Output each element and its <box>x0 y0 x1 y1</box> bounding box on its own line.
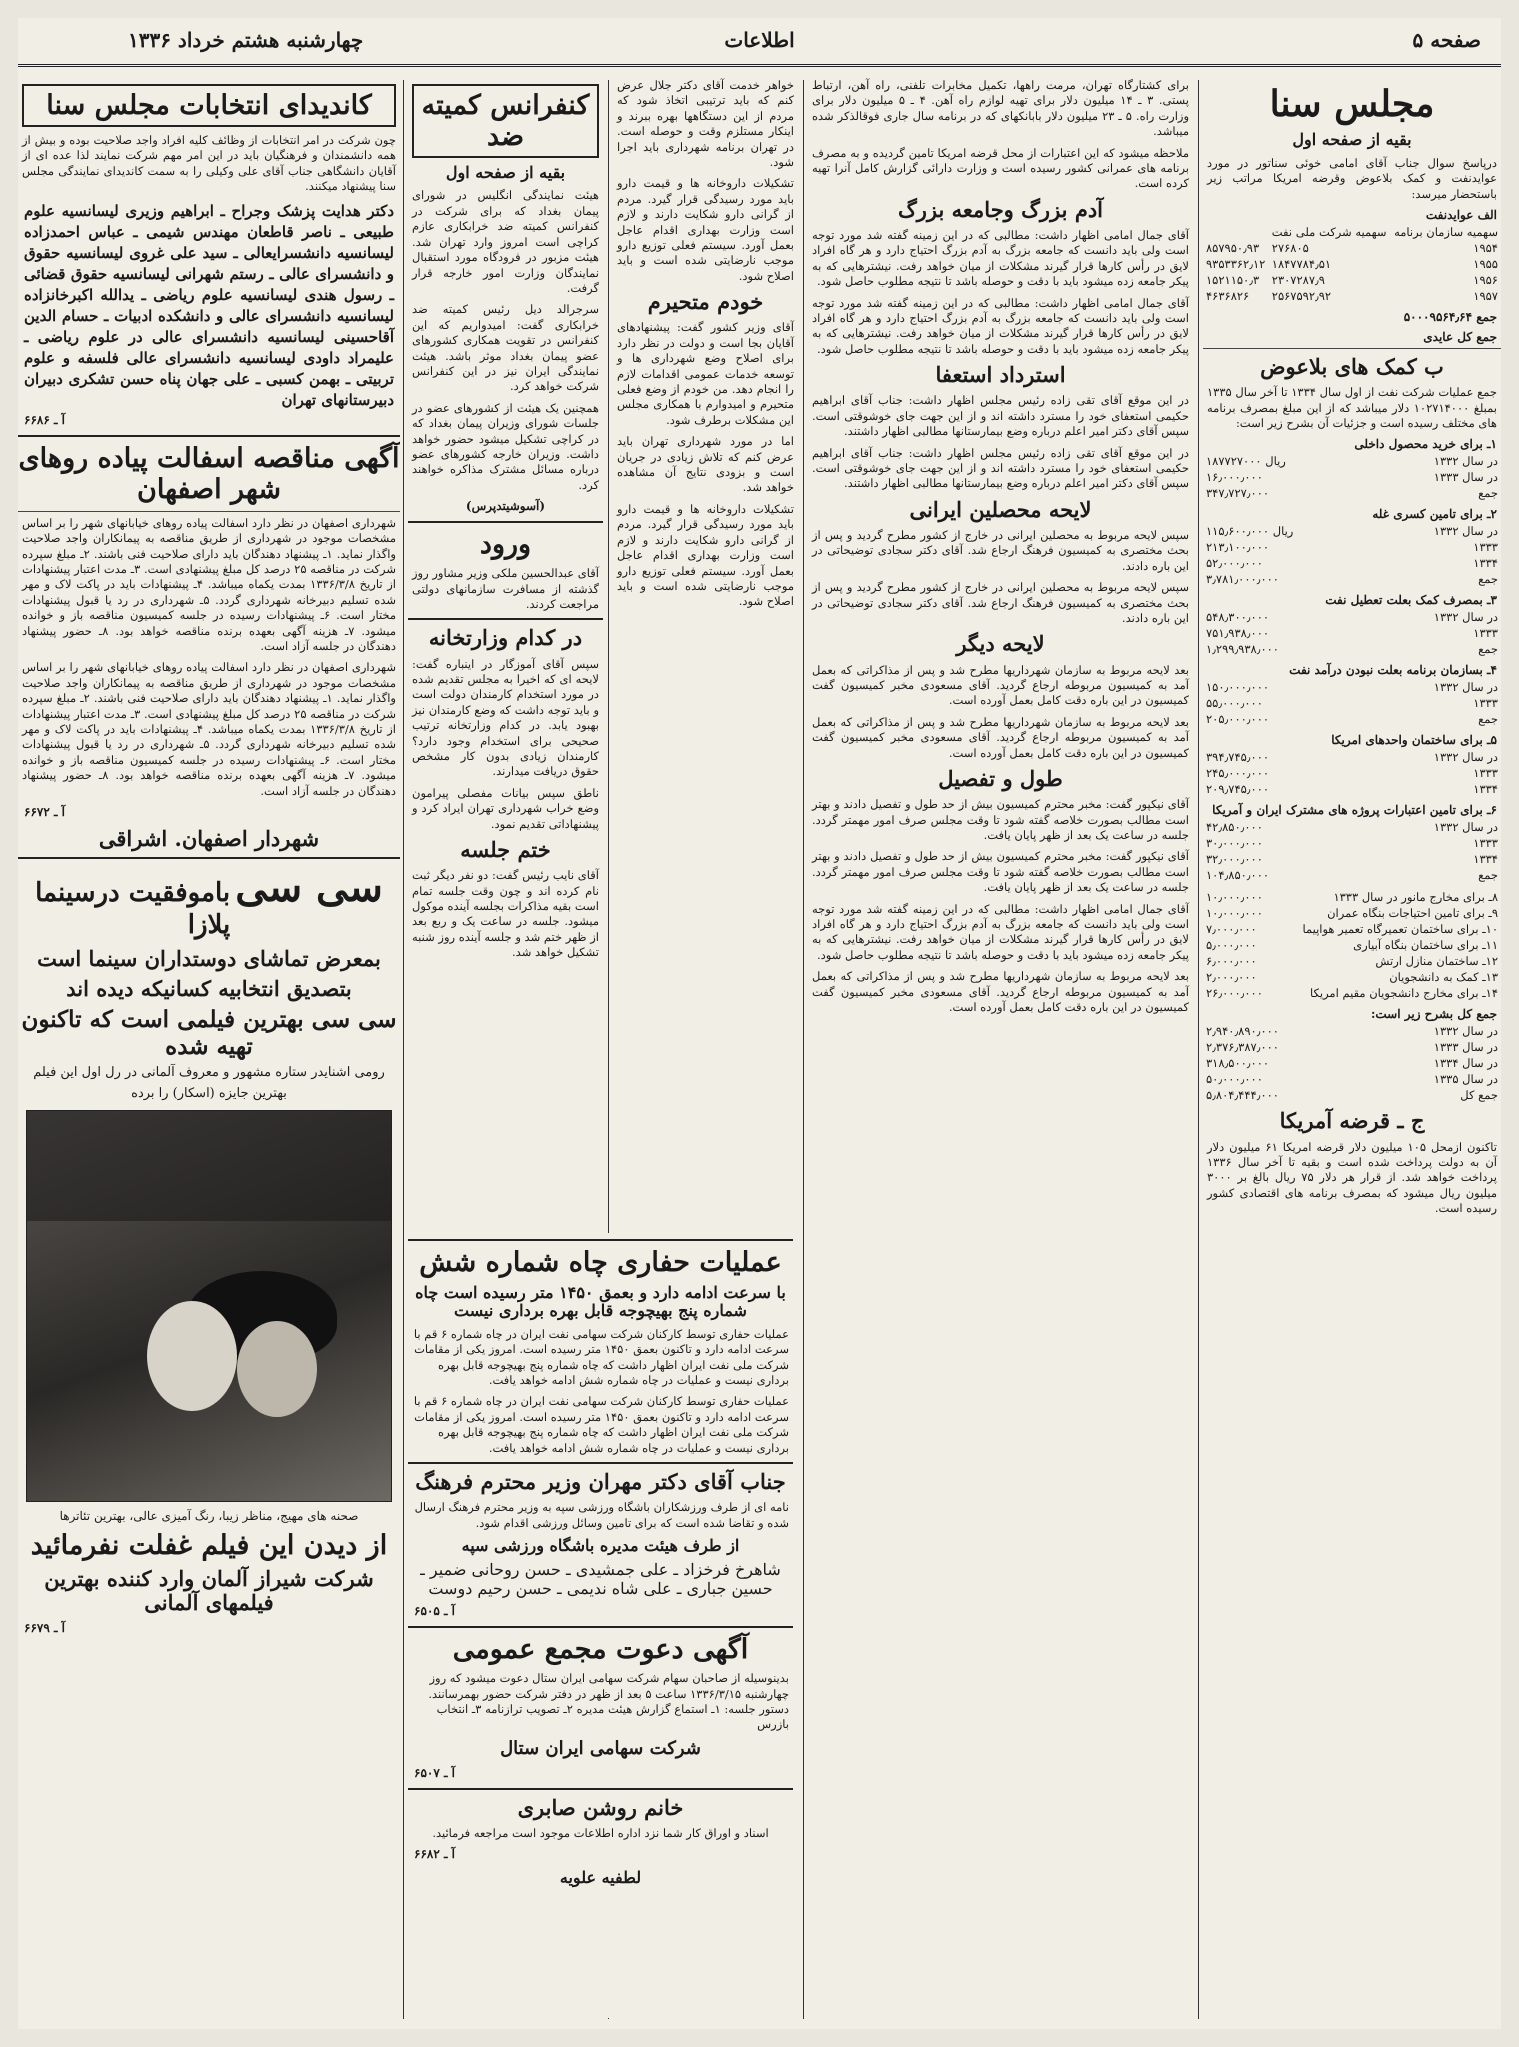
total-revenue-label: جمع کل عایدی <box>1423 330 1497 344</box>
cinema-line: بهترین جایزه (اسکار) را برده <box>131 1086 287 1102</box>
column-candidates-and-ads <box>18 78 400 2018</box>
drilling-headline: عملیات حفاری چاه شماره شش <box>419 1247 782 1278</box>
drilling-subheadline: با سرعت ادامه دارد و بعمق ۱۴۵۰ متر رسیده است چاه شماره پنج بهیچوجه قابل بهره برداری نیست <box>415 1283 786 1321</box>
ad-code: آ ـ ۶۶۸۲ <box>414 1847 455 1862</box>
column-rule <box>1198 80 1199 2019</box>
senate-headline: مجلس سنا <box>1269 83 1435 125</box>
grain-deficit-table <box>1203 523 1501 587</box>
article-body: سپس آقای آموزگار در اینباره گفت: لایحه ای که اخیرا به مجلس تقدیم شده در مورد استخدام کارمندان دولت است و باید توجه داشت که وضع کارمندان نیز بهبود یابد. در کدام وزارتخانه ترتیب صحیحی برای استخدام وجود دارد؟ کارمندان زیادی بدون کار مشخص حقوق دریافت میدارند. <box>412 656 599 779</box>
table-row: در سال ۱۳۳۲ ۴۲٫۸۵۰٫۰۰۰ <box>1206 820 1498 835</box>
table-title: ۱ـ برای خرید محصول داخلی <box>1354 437 1497 452</box>
article-body: آقای جمال امامی اظهار داشت: مطالبی که در این زمینه گفته شد مورد توجه است ولی باید دانست که جامعه بزرگ به آدم بزرگ احتیاج دارد و هر گاه افراد لایق در رأس کارها قرار گیرند مشکلات از میان خواهد رفت. نیشترهایی که به پیکر جامعه زده میشود باید با دقت و حوصله باشد تا نتیجه مطلوب حاصل شود. <box>812 295 1189 356</box>
table-row: ۱۹۵۷ ۲۵۶۷۵۹۲٫۹۲ ۴۶۳۶۸۲۶ <box>1206 289 1498 303</box>
column-senate-report <box>1203 78 1501 2018</box>
cinema-distributor: شرکت شیراز آلمان وارد کننده بهترین فیلمهای آلمانی <box>44 1565 374 1616</box>
article-body: آقای نایب رئیس گفت: دو نفر دیگر ثبت نام کرده اند و چون وقت جلسه تمام است بقیه مذاکرات بجلسه آینده موکول میشود. جلسه در ساعت یک و ربع بعد از ظهر ختم شد و جلسه آینده روز شنبه تشکیل خواهد شد. <box>412 868 599 960</box>
notice-body: اسناد و اوراق کار شما نزد اداره اطلاعات موجود است مراجعه فرمائید. <box>432 1825 769 1840</box>
table-row: در سال ۱۳۳۲ ۳۹۴٫۷۴۵٫۰۰۰ <box>1206 750 1498 765</box>
cinema-headline: باموفقیت درسینما پلازا <box>35 878 231 941</box>
tender-ad-body: شهرداری اصفهان در نظر دارد اسفالت پیاده روهای خیابانهای شهر را بر اساس مشخصات موجود در شهرداری از طریق مناقصه به پیمانکاران واجد صلاحیت واگذار نماید. ۱ـ پیشنهاد دهندگان باید دارای صلاحیت فنی باشند. ۲ـ مبلغ سپرده شرکت در مناقصه ۲۵ درصد کل مبلغ پیشنهادی است. ۳ـ مدت اعتبار پیشنهادات از تاریخ ۱۳۳۶/۳/۸ بمدت یکماه میباشد. ۴ـ پیشنهادات باید در پاکت لاک و مهر شده تسلیم دبیرخانه شهرداری گردد. ۵ـ شهرداری در رد یا قبول پیشنهادات مختار است. ۶ـ پیشنهادات رسیده در جلسه کمیسیون مناقصه باز و خوانده میشود. ۷ـ هزینه آگهی بعهده برنده مناقصه خواهد بود. ۸ـ حضور پیشنهاد دهندگان در جلسه آزاد است. <box>22 660 397 798</box>
tender-ad-body: شهرداری اصفهان در نظر دارد اسفالت پیاده روهای خیابانهای شهر را بر اساس مشخصات موجود در شهرداری از طریق مناقصه به پیمانکاران واجد صلاحیت واگذار نماید. ۱ـ پیشنهاد دهندگان باید دارای صلاحیت فنی باشند. ۲ـ مبلغ سپرده شرکت در مناقصه ۲۵ درصد کل مبلغ پیشنهادی است. ۳ـ مدت اعتبار پیشنهادات از تاریخ ۱۳۳۶/۳/۸ بمدت یکماه میباشد. ۴ـ پیشنهادات باید در پاکت لاک و مهر شده تسلیم دبیرخانه شهرداری گردد. ۵ـ شهرداری در رد یا قبول پیشنهادات مختار است. ۶ـ پیشنهادات رسیده در جلسه کمیسیون مناقصه باز و خوانده میشود. ۷ـ هزینه آگهی بعهده برنده مناقصه خواهد بود. ۸ـ حضور پیشنهاد دهندگان در جلسه آزاد است. <box>22 515 397 654</box>
table-title: ۵ـ برای ساختمان واحدهای امریکا <box>1331 733 1497 748</box>
grants-body: جمع عملیات شرکت نفت از اول سال ۱۳۳۴ تا آخر سال ۱۳۳۵ بمبلغ ۱۰۲۷۱۴۰۰۰ دلار میباشد که از این مبلغ بمصرف برنامه های مختلف رسیده است و جزئیات آن بشرح زیر است: <box>1207 385 1498 430</box>
ad-code: آ ـ ۶۶۷۲ <box>24 805 65 820</box>
cinema-warning: از دیدن این فیلم غفلت نفرمائید <box>30 1529 388 1561</box>
oil-shutdown-table <box>1203 609 1501 657</box>
table-row: ۱۰ـ برای ساختمان تعمیرگاه تعمیر هواپیما ۷٫۰۰۰٫۰۰۰ <box>1206 922 1498 937</box>
table-row: در سال ۱۳۳۲ ۵۴۸٫۳۰۰٫۰۰۰ <box>1206 610 1498 625</box>
grand-total-table <box>1203 1023 1501 1103</box>
table-row: ۱۳۳۳ ۲۴۵٫۰۰۰٫۰۰۰ <box>1206 766 1498 781</box>
letter-signature: از طرف هیئت مدیره باشگاه ورزشی سپه <box>461 1536 740 1556</box>
drilling-body: عملیات حفاری توسط کارکنان شرکت سهامی نفت ایران در چاه شماره ۶ قم با سرعت ادامه دارد و تاکنون بعمق ۱۴۵۰ متر رسیده است. امروز یکی از مقامات شرکت ملی نفت ایران اظهار داشت که چاه شماره پنج بهیچوجه قابل بهره برداری نیست و عملیات در چاه شماره شش ادامه خواهد یافت. <box>413 1394 789 1455</box>
table-row: جمع ۳٫۷۸۱٫۰۰۰٫۰۰۰ <box>1206 572 1498 587</box>
candidates-headline: کاندیدای انتخابات مجلس سنا <box>22 84 396 127</box>
table-row: جمع ۱۰۴٫۸۵۰٫۰۰۰ <box>1206 868 1498 883</box>
table-row: ۱۳۳۳ ۲۱۳٫۱۰۰٫۰۰۰ <box>1206 540 1498 555</box>
subheading: طول و تفصیل <box>938 765 1063 791</box>
tender-ad-headline: آگهی مناقصه اسفالت پیاده روهای شهر اصفهان <box>18 442 400 505</box>
section-us-loan: ج ـ قرضه آمریکا <box>1279 1108 1425 1134</box>
masthead-page-number: صفحه ۵ <box>1412 28 1481 52</box>
senate-intro: درپاسخ سوال جناب آقای امامی خوئی سناتور در مورد عوایدنفت و کمک بلاعوض وقرضه امریکا مراتب زیر باستحضار میرسد: <box>1207 155 1497 201</box>
newspaper-page <box>18 18 1501 2029</box>
notice-footer: لطفیه علویه <box>559 1868 642 1888</box>
subheading: لایحه دیگر <box>956 631 1045 657</box>
table-row: در سال ۱۳۳۲ ۱۱۵٫۶۰۰٫۰۰۰ ریال <box>1206 524 1498 539</box>
article-body: سپس لایحه مربوط به محصلین ایرانی در خارج از کشور مطرح گردید و پس از بحث مختصری به کمیسیون فرهنگ ارجاع شد. آقای دکتر سجادی توضیحاتی در این باره دادند. <box>812 580 1189 625</box>
table-row: ۱۴ـ برای مخارج دانشجویان مقیم امریکا ۲۶٫۰۰۰٫۰۰۰ <box>1206 986 1498 1001</box>
subheading: در کدام وزارتخانه <box>428 625 583 651</box>
article-body: خواهر خدمت آقای دکتر جلال عرض کنم که باید ترتیبی اتخاذ شود که مردم از این دستگاهها بهره ببرند و اینکار مستلزم وقت و حوصله است. در تهران برنامه شهرداری باید اجرا شود. <box>617 78 794 170</box>
cinema-caption: صحنه های مهیج، مناظر زیبا، رنگ آمیزی عالی، بهترین تئاترها <box>59 1509 359 1524</box>
tender-ad-signature: شهردار اصفهان. اشراقی <box>98 826 320 852</box>
table-row: در سال ۱۳۳۳ ۲٫۳۷۶٫۳۸۷٫۰۰۰ <box>1206 1040 1498 1055</box>
masthead-date: چهارشنبه هشتم خرداد ۱۳۳۶ <box>128 28 364 52</box>
subheading: خودم متحیرم <box>647 289 764 315</box>
table-title: ۶ـ برای تامین اعتبارات پروژه های مشترک ایران و آمریکا <box>1212 803 1497 818</box>
subheading: استرداد استعفا <box>935 362 1066 388</box>
conference-subtitle: بقیه از صفحه اول <box>445 163 566 183</box>
domestic-products-table <box>1203 453 1501 501</box>
article-body: در این موقع آقای تقی زاده رئیس مجلس اظهار داشت: جناب آقای ابراهیم حکیمی استعفای خود را مسترد داشته اند و از این جهت جای خوشوقتی است. سپس آقای دکتر امیر اعلم درباره وضع بیمارستانها مطالبی اظهار داشتند. <box>812 393 1189 439</box>
subheading: لایحه محصلین ایرانی <box>909 496 1092 522</box>
table-row: جمع کل ۵٫۸۰۴٫۴۴۴٫۰۰۰ <box>1206 1088 1498 1103</box>
senate-subtitle: بقیه از صفحه اول <box>1292 130 1412 150</box>
subheading: ختم جلسه <box>460 837 551 863</box>
candidates-signatories: دکتر هدایت پزشک وجراح ـ ابراهیم وزیری لیسانسیه علوم طبیعی ـ ناصر قاطعان مهندس شیمی ـ عباس احمدزاده لیسانسیه دانشسرایعالی ـ سید علی غروی لیسانسیه حقوق و دانشسرای عالی ـ رستم شهرانی لیسانسیه حقوق قضائی ـ رسول هندی لیسانسیه علوم ریاضی ـ یدالله اکبرخانزاده لیسانسیه دانشسرای عالی و دانشکده ادبیات ـ حسام الدین آقاحسینی لیسانسیه دانشسرای عالی در علوم ریاضی ـ علیمراد داودی لیسانسیه دانشسرای عالی فلسفه و علوم تربیتی ـ بهمن کسبی ـ علی جهان پناه حسن تشکری دبیران دبیرستانهای تهران <box>24 201 394 409</box>
article-body: آقای نیکپور گفت: مخبر محترم کمیسیون بیش از حد طول و تفصیل دادند و بهتر است مطالب بصورت خلاصه گفته شود تا وقت مجلس صرف امور مهمتر گردد. جلسه در ساعت یک بعد از ظهر پایان یافت. <box>812 849 1189 895</box>
cinema-line: سی سی بهترین فیلمی است که تاکنون تهیه شده <box>21 1006 397 1060</box>
article-body: سپس لایحه مربوط به محصلین ایرانی در خارج از کشور مطرح گردید و پس از بحث مختصری به کمیسیون فرهنگ ارجاع شد. آقای دکتر سجادی توضیحاتی در این باره دادند. <box>812 527 1189 573</box>
article-body: آقای نیکپور گفت: مخبر محترم کمیسیون بیش از حد طول و تفصیل دادند و بهتر است مطالب بصورت خلاصه گفته شود تا وقت مجلس صرف امور مهمتر گردد. جلسه در ساعت یک بعد از ظهر پایان یافت. <box>812 797 1189 842</box>
table-row: در سال ۱۳۳۲ ۱۸۷۷۲۷۰۰۰ ریال <box>1206 454 1498 469</box>
cinema-line: رومی اشنایدر ستاره مشهور و معروف آلمانی در رل اول این فیلم <box>33 1065 385 1081</box>
assembly-ad-headline: آگهی دعوت مجمع عمومی <box>452 1634 749 1666</box>
arrival-headline: ورود <box>479 529 532 561</box>
oil-revenue-table <box>1203 224 1501 304</box>
table-row: در سال ۱۳۳۲ ۲٫۹۴۰٫۸۹۰٫۰۰۰ <box>1206 1024 1498 1039</box>
table-row: ۱۹۵۴ ۲۷۶۸۰۵ ۸۵۷۹۵۰٫۹۳ <box>1206 241 1498 255</box>
ad-code: آ ـ ۶۵۰۵ <box>414 1604 455 1619</box>
table-row: ۱۳۳۴ ۳۲٫۰۰۰٫۰۰۰ <box>1206 852 1498 867</box>
article-body: هیئت نمایندگی انگلیس در شورای پیمان بغداد که برای شرکت در کنفرانس کمیته ضد خرابکاری عازم کراچی است امروز وارد تهران شد. هیئت مزبور در فرودگاه مورد استقبال نمایندگان وزارت امور خارجه قرار گرفت. <box>412 188 599 295</box>
article-body: آقای وزیر کشور گفت: پیشنهادهای آقایان بجا است و دولت در نظر دارد برای اصلاح وضع شهرداری ها و توسعه خدمات عمومی اقدامات لازم را انجام دهد. من خودم از وضع فعلی متحیرم و امیدوارم با همکاری مجلس این مشکلات برطرف شود. <box>617 320 794 427</box>
letter-names: شاهرخ فرخزاد ـ علی جمشیدی ـ حسن روحانی ضمیر ـ حسین جباری ـ علی شاه ندیمی ـ حسن رحیم دوست <box>420 1560 781 1598</box>
notice-headline: خانم روشن صابری <box>517 1794 684 1820</box>
drilling-body: عملیات حفاری توسط کارکنان شرکت سهامی نفت ایران در چاه شماره ۶ قم با سرعت ادامه دارد و تاکنون بعمق ۱۴۵۰ متر رسیده است. امروز یکی از مقامات شرکت ملی نفت ایران اظهار داشت که چاه شماره پنج بهیچوجه قابل بهره برداری نیست و عملیات در چاه شماره شش ادامه خواهد یافت. <box>413 1326 789 1388</box>
column-rule <box>403 80 404 2019</box>
article-body: اما در مورد شهرداری تهران باید عرض کنم که تلاش زیادی در جریان است و بزودی نتایج آن مشاهده خواهد شد. <box>617 434 794 495</box>
article-body: آقای جمال امامی اظهار داشت: مطالبی که در این زمینه گفته شد مورد توجه است ولی باید دانست که جامعه بزرگ به آدم بزرگ احتیاج دارد و هر گاه افراد لایق در رأس کارها قرار گیرند مشکلات از میان خواهد رفت. نیشترهایی که به پیکر جامعه زده میشود باید با دقت و حوصله باشد تا نتیجه مطلوب حاصل شود. <box>812 901 1189 962</box>
article-body: تشکیلات داروخانه ها و قیمت دارو باید مورد رسیدگی قرار گیرد. مردم از گرانی دارو شکایت دارند و لازم است وزارت بهداری اقدام عاجل بعمل آورد. سیستم فعلی توزیع دارو موجب نارضایتی شده است و باید اصلاح شود. <box>617 501 794 609</box>
table-row: در سال ۱۳۳۳ ۱۶٫۰۰۰٫۰۰۰ <box>1206 470 1498 485</box>
table-row: ۸ـ برای مخارج مانور در سال ۱۳۳۳ ۱۰٫۰۰۰٫۰۰۰ <box>1206 890 1498 905</box>
column-senate-continued <box>808 78 1193 2018</box>
masthead-paper-name: اطلاعات <box>724 28 795 52</box>
table-row: ۱۳۳۳ ۳۰٫۰۰۰٫۰۰۰ <box>1206 836 1498 851</box>
construction-table <box>1203 749 1501 797</box>
article-body: در این موقع آقای تقی زاده رئیس مجلس اظهار داشت: جناب آقای ابراهیم حکیمی استعفای خود را مسترد داشته اند و از این جهت جای خوشوقتی است. سپس آقای دکتر امیر اعلم درباره وضع بیمارستانها مطالبی اظهار داشتند. <box>812 445 1189 491</box>
article-body: بعد لایحه مربوط به سازمان شهرداریها مطرح شد و پس از مذاکراتی که بعمل آمد به کمیسیون مربوطه ارجاع گردید. آقای مسعودی مخبر کمیسیون گفت کمیسیون در این باره دقت کامل بعمل آورده است. <box>812 714 1189 760</box>
table-row: ۱۱ـ برای ساختمان بنگاه آبیاری ۵٫۰۰۰٫۰۰۰ <box>1206 938 1498 953</box>
article-body: بعد لایحه مربوط به سازمان شهرداریها مطرح شد و پس از مذاکراتی که بعمل آمد به کمیسیون مربوطه ارجاع گردید. آقای مسعودی مخبر کمیسیون گفت کمیسیون در این باره دقت کامل بعمل آورده است. <box>812 969 1189 1014</box>
cinema-film-title: سی سی <box>235 864 383 912</box>
joint-projects-table <box>1203 819 1501 883</box>
us-loan-body: تاکنون ازمحل ۱۰۵ میلیون دلار قرضه امریکا ۶۱ میلیون دلار آن به دولت پرداخت شده است و بقیه تا آخر سال ۱۳۳۶ پرداخت خواهد شد. از قرار هر دلار ۷۵ ریال بالغ بر ۳۰۰۰ میلیون ریال میشود که بمصرف برنامه های اقتصادی کشور رسیده است. <box>1207 1139 1497 1216</box>
candidates-intro: چون شرکت در امر انتخابات از وظائف کلیه افراد واجد صلاحیت بوده و بیش از همه دانشمندان و فرهنگیان باید در این امر مهم شرکت نمایند لذا عده ای از آقایان دانشگاهی جناب آقای علی وکیلی را به سمت کاندیدای نمایندگی مجلس سنا پیشنهاد میکنند. <box>22 133 396 194</box>
article-body: همچنین یک هیئت از کشورهای عضو در جلسات شورای وزیران پیمان بغداد که در کراچی تشکیل میشود حضور خواهد داشت. وزیران خارجه کشورهای عضو درباره مسائل مشترک مذاکره خواهند کرد. <box>412 400 599 492</box>
column-rule <box>803 80 804 2019</box>
table-title: ۲ـ برای تامین کسری غله <box>1372 507 1497 522</box>
table-row: ۱۳۳۴ ۲۰۹٫۷۴۵٫۰۰۰ <box>1206 782 1498 797</box>
article-body: بعد لایحه مربوط به سازمان شهرداریها مطرح شد و پس از مذاکراتی که بعمل آمد به کمیسیون مربوطه ارجاع گردید. آقای مسعودی مخبر کمیسیون گفت کمیسیون در این باره دقت کامل بعمل آورده است. <box>812 662 1189 708</box>
article-body: ملاحظه میشود که این اعتبارات از محل قرضه امریکا تامین گردیده و به مصرف برنامه های عمرانی کشور رسیده است و وزارت دارائی گزارش کامل آنرا تهیه کرده است. <box>812 145 1189 191</box>
table-header: سهمیه سازمان برنامه <box>1394 225 1498 239</box>
section-grants: ب کمک های بلاعوض <box>1260 354 1444 379</box>
article-body: سرجرالد دیل رئیس کمیته ضد خرابکاری گفت: امیدواریم که این کنفرانس در تقویت همکاری کشورهای عضو پیمان بغداد موثر باشد. هیئت نمایندگی ایران نیز در این کنفرانس شرکت خواهد کرد. <box>412 302 599 394</box>
table-row: جمع ۲۰۵٫۰۰۰٫۰۰۰ <box>1206 712 1498 727</box>
lower-box-area <box>408 1233 793 2018</box>
culture-minister-headline: جناب آقای دکتر مهران وزیر محترم فرهنگ <box>415 1469 786 1495</box>
article-body: تشکیلات داروخانه ها و قیمت دارو باید مورد رسیدگی قرار گیرد. مردم از گرانی دارو شکایت دارند و لازم است وزارت بهداری اقدام عاجل بعمل آورد. سیستم فعلی توزیع دارو موجب نارضایتی شده است و باید اصلاح شود. <box>617 176 794 283</box>
article-body: آقای عبدالحسین ملکی وزیر مشاور روز گذشته از مسافرت سازمانهای دولتی مراجعت کردند. <box>412 566 599 612</box>
table-title: جمع کل بشرح زیر است: <box>1370 1007 1497 1022</box>
section-oil-revenue: الف عوایدنفت <box>1425 208 1497 222</box>
table-row: ۹ـ برای تامین احتیاجات بنگاه عمران ۱۰٫۰۰۰٫۰۰۰ <box>1206 906 1498 921</box>
plan-org-table <box>1203 679 1501 727</box>
table-row: جمع ۳۴۷٫۷۲۷٫۰۰۰ <box>1206 486 1498 501</box>
cinema-line: بتصدیق انتخابیه کسانیکه دیده اند <box>66 976 352 1002</box>
assembly-ad-body: بدینوسیله از صاحبان سهام شرکت سهامی ایران ستال دعوت میشود که روز چهارشنبه ۱۳۳۶/۳/۱۵ ساعت ۵ بعد از ظهر در دفتر شرکت حضور بهمرسانند. دستور جلسه: ۱ـ استماع گزارش هیئت مدیره ۲ـ تصویب ترازنامه ۳ـ انتخاب بازرس <box>428 1671 789 1732</box>
table-row: ۱۳۳۳ ۷۵۱٫۹۳۸٫۰۰۰ <box>1206 626 1498 641</box>
misc-expenses-table <box>1203 889 1501 1001</box>
table-title: ۳ـ بمصرف کمک بعلت تعطیل نفت <box>1325 593 1497 608</box>
table-header: سهمیه شرکت ملی نفت <box>1271 225 1387 239</box>
news-agency-credit: (آسوشیتدپرس) <box>465 499 546 514</box>
masthead <box>18 18 1501 67</box>
table-total: جمع ۵۰۰۰۹۵۶۴٫۶۴ <box>1403 310 1497 324</box>
ad-code: آ ـ ۶۶۸۶ <box>24 412 65 427</box>
table-row: در سال ۱۳۳۴ ۳۱۸٫۵۰۰٫۰۰۰ <box>1206 1056 1498 1071</box>
table-title: ۴ـ بسازمان برنامه بعلت نبودن درآمد نفت <box>1289 663 1497 678</box>
table-row: ۱۳ـ کمک به دانشجویان ۲٫۰۰۰٫۰۰۰ <box>1206 970 1498 985</box>
table-row: ۱۹۵۵ ۱۸۴۷۷۸۴٫۵۱ ۹۳۵۳۳۶۲٫۱۲ <box>1206 257 1498 271</box>
article-body: آقای جمال امامی اظهار داشت: مطالبی که در این زمینه گفته شد مورد توجه است ولی باید دانست که جامعه بزرگ به آدم بزرگ احتیاج دارد و هر گاه افراد لایق در رأس کارها قرار گیرند مشکلات از میان خواهد رفت. نیشترهایی که به پیکر جامعه زده میشود باید با دقت و حوصله باشد تا نتیجه مطلوب حاصل شود. <box>812 227 1189 289</box>
subheading: آدم بزرگ وجامعه بزرگ <box>897 196 1104 222</box>
table-row: جمع ۱٫۲۹۹٫۹۳۸٫۰۰۰ <box>1206 642 1498 657</box>
letter-body: نامه ای از طرف ورزشکاران باشگاه ورزشی سپه به وزیر محترم فرهنگ ارسال شده و تقاضا شده است که برای تامین وسائل ورزشی اقدام شود. <box>414 1500 789 1530</box>
cinema-line: بمعرض تماشای دوستداران سینما است <box>37 946 381 972</box>
table-row: ۱۳۳۴ ۵۲٫۰۰۰٫۰۰۰ <box>1206 556 1498 571</box>
table-row: ۱۲ـ ساختمان منازل ارتش ۶٫۰۰۰٫۰۰۰ <box>1206 954 1498 969</box>
table-row: در سال ۱۳۳۲ ۱۵۰٫۰۰۰٫۰۰۰ <box>1206 680 1498 695</box>
cinema-ad <box>18 865 400 1635</box>
table-row: ۱۹۵۶ ۲۳۰۷۲۸۷٫۹ ۱۵۲۱۱۵۰٫۳ <box>1206 273 1498 287</box>
cinema-ad-photo <box>26 1110 392 1502</box>
ad-code: آ ـ ۶۶۷۹ <box>24 1621 65 1636</box>
assembly-ad-company: شرکت سهامی ایران ستال <box>500 1737 701 1759</box>
article-body: برای کشتارگاه تهران، مرمت راهها، تکمیل مخابرات تلفنی، راه آهن، ارتباط پستی. ۳ ـ ۱۴ میلیون دلار برای تهیه لوازم راه آهن. ۴ ـ ۵ میلیون دلار برای وزارت راه. ۵ ـ ۲۳ میلیون دلار بابانکهای که در برنامه سال جاری فوقالذکر شده میباشد. <box>812 78 1190 139</box>
article-body: ناطق سپس بیانات مفصلی پیرامون وضع خراب شهرداری تهران ایراد کرد و پیشنهاداتی تقدیم نمود. <box>412 785 599 831</box>
table-row: ۱۳۳۳ ۵۵٫۰۰۰٫۰۰۰ <box>1206 696 1498 711</box>
table-row: در سال ۱۳۳۵ ۵۰٫۰۰۰٫۰۰۰ <box>1206 1072 1498 1087</box>
conference-headline: کنفرانس کمیته ضد <box>412 84 599 158</box>
ad-code: آ ـ ۶۵۰۷ <box>414 1765 455 1780</box>
